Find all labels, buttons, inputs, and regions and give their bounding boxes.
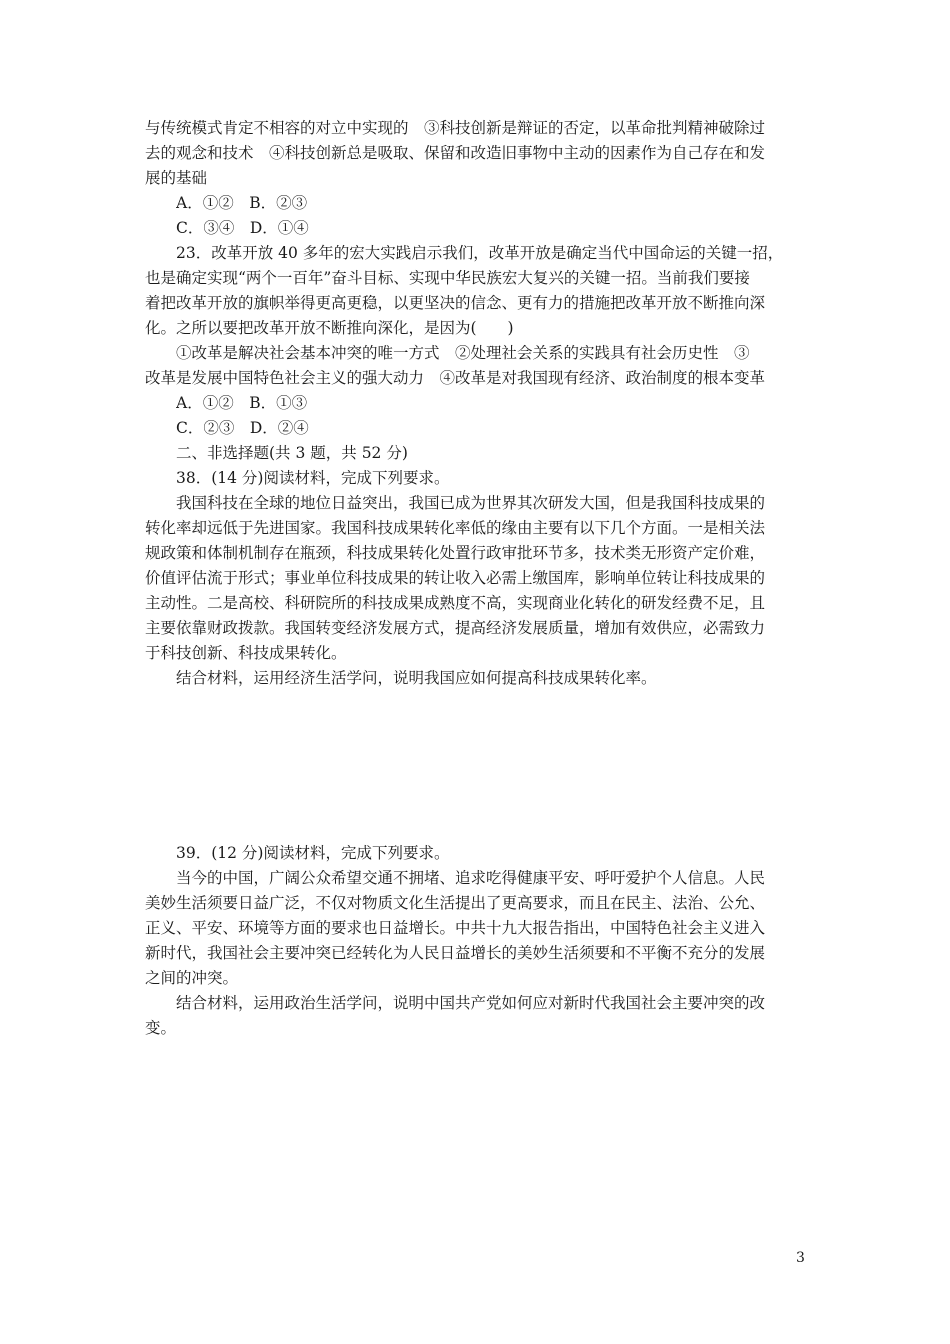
q39-material-line-4: 新时代，我国社会主要冲突已经转化为人民日益增长的美妙生活须要和不平衡不充分的发展 xyxy=(145,944,766,962)
page-number: 3 xyxy=(796,1250,805,1266)
q38-material-line-6: 主要依靠财政拨款。我国转变经济发展方式，提高经济发展质量，增加有效供应，必需致力 xyxy=(145,619,766,637)
q23-options-cd: C．②③ D．②④ xyxy=(176,419,309,437)
q38-material-line-5: 主动性。二是高校、科研院所的科技成果成熟度不高，实现商业化转化的研发经费不足，且 xyxy=(145,594,766,612)
q23-stem-line-3: 着把改革开放的旗帜举得更高更稳，以更坚决的信念、更有力的措施把改革开放不断推向深 xyxy=(145,294,766,312)
section-heading: 二、非选择题(共 3 题，共 52 分) xyxy=(176,444,408,462)
q22-options-cd: C．③④ D．①④ xyxy=(176,219,309,237)
q23-items-line-2: 改革是发展中国特色社会主义的强大动力 ④改革是对我国现有经济、政治制度的根本变革 xyxy=(145,369,766,387)
q39-material-line-5: 之间的冲突。 xyxy=(145,969,239,987)
q38-material-line-1: 我国科技在全球的地位日益突出，我国已成为世界其次研发大国，但是我国科技成果的 xyxy=(176,494,766,512)
q39-task-line-1: 结合材料，运用政治生活学问，说明中国共产党如何应对新时代我国社会主要冲突的改 xyxy=(176,994,766,1012)
q22-continuation-line-2: 去的观念和技术 ④科技创新总是吸取、保留和改造旧事物中主动的因素作为自己存在和发 xyxy=(145,144,766,162)
q22-continuation-line-3: 展的基础 xyxy=(145,169,208,187)
q23-options-ab: A．①② B．①③ xyxy=(176,394,308,412)
q38-material-line-2: 转化率却远低于先进国家。我国科技成果转化率低的缘由主要有以下几个方面。一是相关法 xyxy=(145,519,766,537)
q39-material-line-2: 美妙生活须要日益广泛，不仅对物质文化生活提出了更高要求，而且在民主、法治、公允、 xyxy=(145,894,766,912)
q22-continuation-line-1: 与传统模式肯定不相容的对立中实现的 ③科技创新是辩证的否定，以革命批判精神破除过 xyxy=(145,119,766,137)
q38-material-line-7: 于科技创新、科技成果转化。 xyxy=(145,644,347,662)
q22-options-ab: A．①② B．②③ xyxy=(176,194,308,212)
q39-material-line-3: 正义、平安、环境等方面的要求也日益增长。中共十九大报告指出，中国特色社会主义进入 xyxy=(145,919,766,937)
q39-material-line-1: 当今的中国，广阔公众希望交通不拥堵、追求吃得健康平安、呼吁爱护个人信息。人民 xyxy=(176,869,766,887)
q39-task-line-2: 变。 xyxy=(145,1019,177,1037)
q38-material-line-3: 规政策和体制机制存在瓶颈，科技成果转化处置行政审批环节多，技术类无形资产定价难， xyxy=(145,544,766,562)
q23-stem-line-4: 化。之所以要把改革开放不断推向深化，是因为( ) xyxy=(145,319,514,337)
q38-title: 38．(14 分)阅读材料，完成下列要求。 xyxy=(176,469,450,487)
q38-task: 结合材料，运用经济生活学问，说明我国应如何提高科技成果转化率。 xyxy=(176,669,657,687)
q38-material-line-4: 价值评估流于形式；事业单位科技成果的转让收入必需上缴国库，影响单位转让科技成果的 xyxy=(145,569,766,587)
q39-title: 39．(12 分)阅读材料，完成下列要求。 xyxy=(176,844,450,862)
q23-items-line-1: ①改革是解决社会基本冲突的唯一方式 ②处理社会关系的实践具有社会历史性 ③ xyxy=(176,344,750,362)
q23-stem-line-1: 23．改革开放 40 多年的宏大实践启示我们，改革开放是确定当代中国命运的关键一招， xyxy=(176,244,784,262)
q23-stem-line-2: 也是确定实现“两个一百年”奋斗目标、实现中华民族宏大复兴的关键一招。当前我们要接 xyxy=(145,269,750,287)
